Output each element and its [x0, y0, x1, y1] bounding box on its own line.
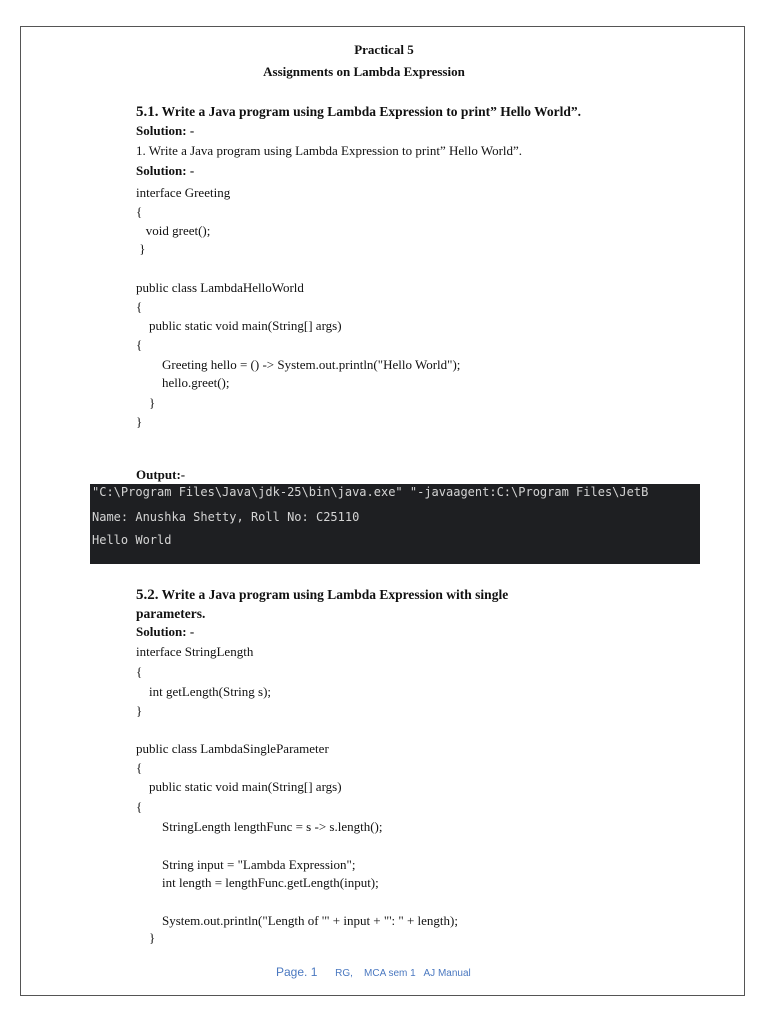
- code-line: int getLength(String s);: [136, 684, 272, 699]
- terminal-output: [90, 484, 700, 564]
- code-line: {: [136, 299, 143, 314]
- code-line: interface StringLength: [136, 644, 254, 659]
- code-line: public class LambdaSingleParameter: [136, 741, 329, 756]
- code-line: int length = lengthFunc.getLength(input);: [136, 875, 379, 890]
- code-line: hello.greet();: [136, 375, 230, 390]
- code-line: public class LambdaHelloWorld: [136, 280, 304, 295]
- code-line: String input = "Lambda Expression";: [136, 857, 356, 872]
- code-line: }: [136, 930, 156, 945]
- question-restated: 1. Write a Java program using Lambda Expression to print” Hello World”.: [136, 143, 523, 158]
- code-line: interface Greeting: [136, 185, 231, 200]
- code-line: {: [136, 337, 143, 352]
- code-line: public static void main(String[] args): [136, 318, 342, 333]
- solution-label: Solution: -: [136, 123, 195, 138]
- practical-title: Practical 5: [354, 42, 414, 57]
- code-line: public static void main(String[] args): [136, 779, 342, 794]
- question-text: Write a Java program using Lambda Expression with single: [161, 587, 509, 602]
- solution-label: Solution: -: [136, 163, 195, 178]
- code-line: }: [136, 395, 156, 410]
- code-line: }: [136, 703, 143, 718]
- output-label: Output:-: [136, 467, 186, 482]
- question-number: 5.2.: [136, 587, 159, 603]
- page-footer: [276, 963, 471, 981]
- code-line: }: [136, 414, 143, 429]
- code-line: {: [136, 799, 143, 814]
- code-line: {: [136, 204, 143, 219]
- footer-meta: RG, MCA sem 1 AJ Manual: [335, 968, 471, 979]
- page-number: Page. 1: [276, 965, 318, 979]
- code-line: {: [136, 664, 143, 679]
- terminal-line: Name: Anushka Shetty, Roll No: C25110: [92, 510, 360, 524]
- terminal-line: Hello World: [92, 533, 172, 547]
- question-number: 5.1.: [136, 104, 159, 120]
- terminal-line: "C:\Program Files\Java\jdk-25\bin\java.exe" "-javaagent:C:\Program Files\JetB: [92, 485, 649, 499]
- question-5-2-heading: [136, 586, 508, 604]
- question-text: Write a Java program using Lambda Expression to print” Hello World”.: [161, 104, 582, 119]
- code-line: System.out.println("Length of '" + input + "': " + length);: [136, 913, 458, 928]
- practical-subtitle: Assignments on Lambda Expression: [263, 64, 465, 79]
- code-line: }: [136, 241, 146, 256]
- code-line: StringLength lengthFunc = s -> s.length();: [136, 819, 383, 834]
- solution-label: Solution: -: [136, 624, 195, 639]
- question-5-1-heading: [136, 103, 581, 121]
- question-text-continued: parameters.: [136, 606, 206, 621]
- code-line: {: [136, 760, 143, 775]
- code-line: Greeting hello = () -> System.out.println("Hello World");: [136, 357, 461, 372]
- code-line: void greet();: [136, 223, 211, 238]
